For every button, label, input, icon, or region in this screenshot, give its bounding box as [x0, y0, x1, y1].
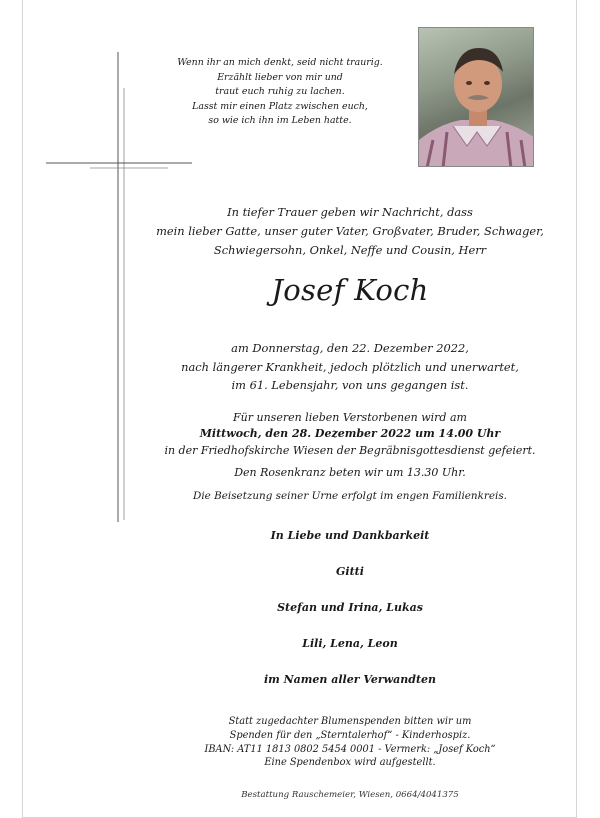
portrait-photo: [418, 27, 534, 167]
donation-note: [140, 715, 560, 770]
family-line: Gitti: [336, 565, 364, 578]
death-notice-line: nach längerer Krankheit, jedoch plötzlich und unerwartet,: [181, 359, 519, 374]
donation-line: IBAN: AT11 1813 0802 5454 0001 - Vermerk: „Josef Koch“: [204, 743, 496, 755]
deceased-name: Josef Koch: [271, 273, 429, 307]
announcement-line: mein lieber Gatte, unser guter Vater, Großvater, Bruder, Schwager,: [156, 224, 544, 238]
poem-line: Lasst mir einen Platz zwischen euch,: [192, 100, 368, 112]
donation-line: Spenden für den „Sterntalerhof“ - Kinderhospiz.: [229, 729, 471, 741]
poem-line: so wie ich ihn im Leben hatte.: [208, 115, 352, 127]
poem: [170, 56, 390, 129]
death-notice: [140, 339, 560, 395]
poem-line: Wenn ihr an mich denkt, seid nicht traurig.: [177, 57, 383, 68]
family-signatures: [140, 527, 560, 689]
announcement-line: Schwiegersohn, Onkel, Neffe und Cousin, Herr: [213, 243, 487, 257]
donation-line: Eine Spendenbox wird aufgestellt.: [264, 757, 436, 769]
family-line: im Namen aller Verwandten: [263, 673, 437, 686]
undertaker-info: Bestattung Rauschemeier, Wiesen, 0664/4041375: [241, 790, 459, 800]
service-date-time: Mittwoch, den 28. Dezember 2022 um 14.00 Uhr: [199, 427, 501, 441]
death-notice-line: am Donnerstag, den 22. Dezember 2022,: [231, 341, 469, 355]
announcement-line: In tiefer Trauer geben wir Nachricht, dass: [227, 205, 473, 219]
family-line: Stefan und Irina, Lukas: [277, 601, 423, 614]
family-line: In Liebe und Dankbarkeit: [270, 529, 430, 542]
service-intro: Für unseren lieben Verstorbenen wird am: [233, 411, 467, 424]
poem-line: Erzählt lieber von mir und: [217, 71, 343, 83]
announcement: [140, 203, 560, 260]
service-location: in der Friedhofskirche Wiesen der Begräbnisgottesdienst gefeiert.: [164, 443, 536, 457]
rosary-info: Den Rosenkranz beten wir um 13.30 Uhr.: [234, 466, 466, 480]
burial-info: Die Beisetzung seiner Urne erfolgt im engen Familienkreis.: [193, 489, 507, 502]
family-line: Lili, Lena, Leon: [302, 637, 398, 650]
death-notice-line: im 61. Lebensjahr, von uns gegangen ist.: [231, 378, 469, 393]
poem-line: traut euch ruhig zu lachen.: [215, 86, 345, 98]
service-info: [140, 410, 560, 504]
donation-line: Statt zugedachter Blumenspenden bitten wir um: [228, 716, 472, 727]
